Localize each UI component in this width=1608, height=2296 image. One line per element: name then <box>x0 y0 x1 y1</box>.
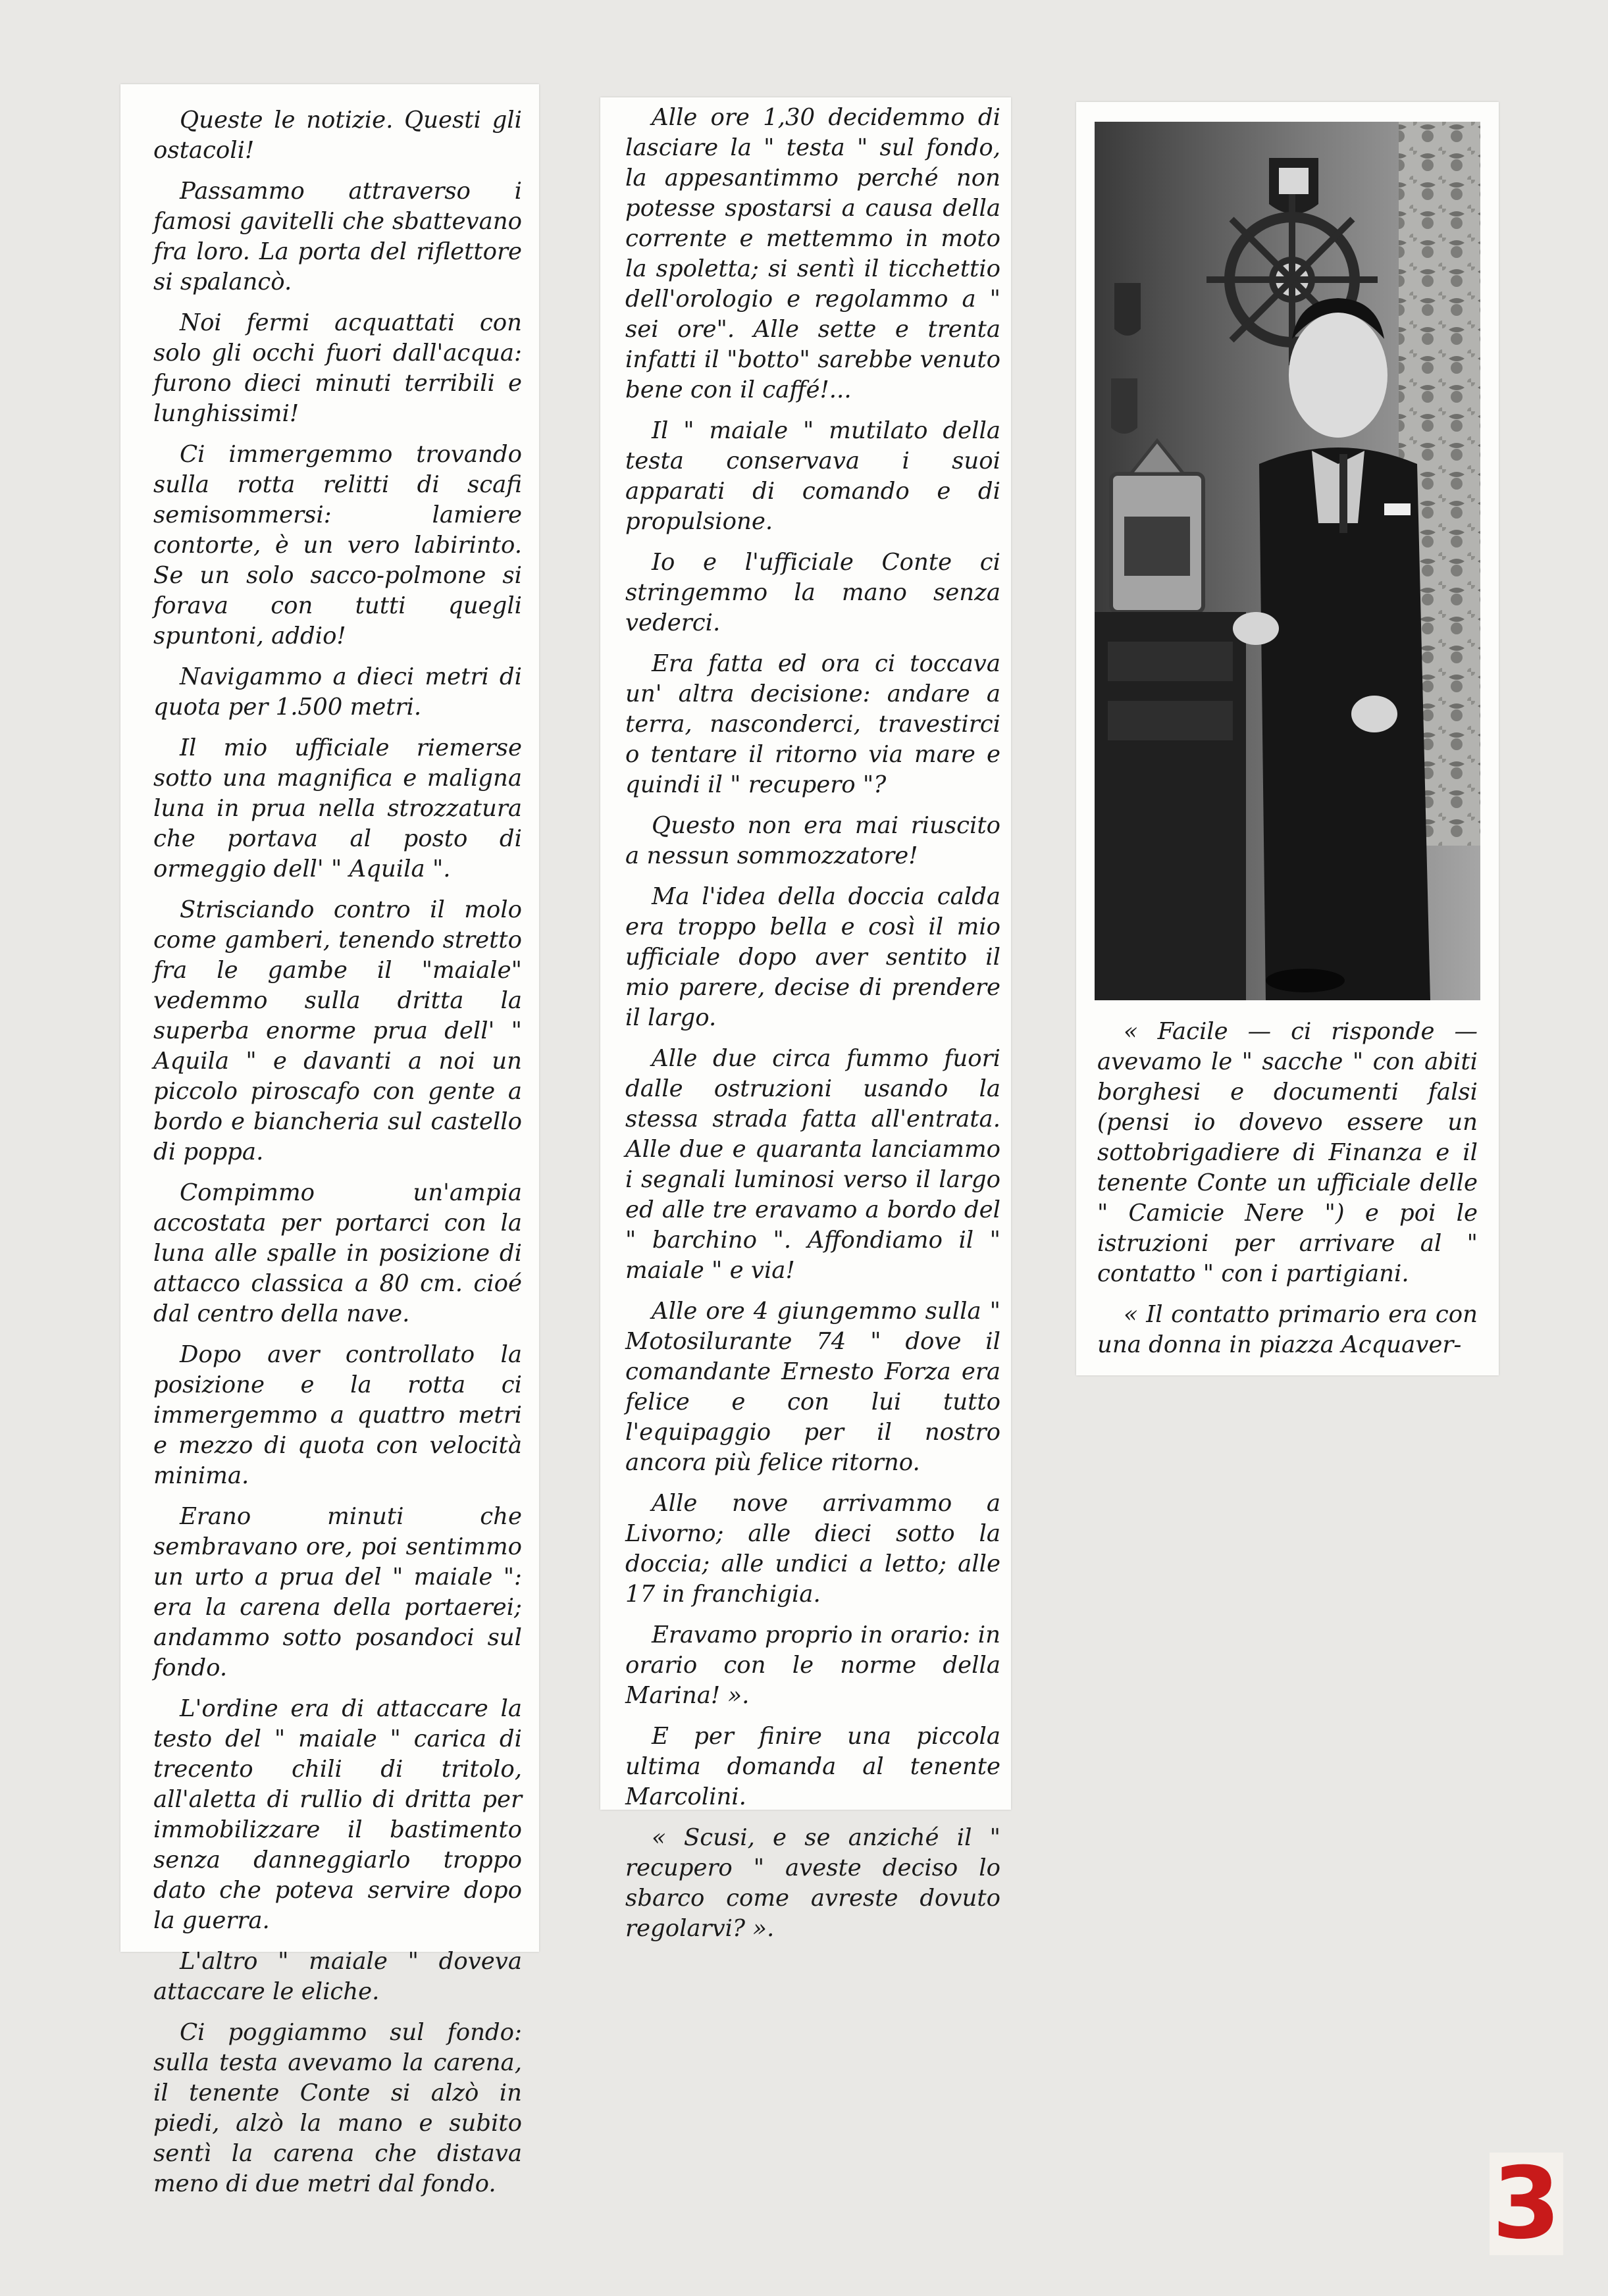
paragraph: « Il contatto primario era con una donna in piazza Acquaver- <box>1097 1301 1478 1358</box>
paragraph: Compimmo un'ampia accostata per portarci con la luna alle spalle in posizione di attacco classica a 80 cm. cioé dal centro della nave. <box>153 1179 522 1327</box>
paragraph: Passammo attraverso i famosi gavitelli che sbattevano fra loro. La porta del riflettore si spalancò. <box>153 178 522 295</box>
paragraph: L'ordine era di attaccare la testo del " maiale " carica di trecento chili di tritolo, all'aletta di rullio di dritta per immobilizzare il bastimento senza danneggiarlo troppo dato che poteva servire dopo la guerra. <box>153 1695 522 1934</box>
paragraph: Ci poggiammo sul fondo: sulla testa avevamo la carena, il tenente Conte si alzò in piedi, alzò la mano e subito sentì la carena che distava meno di due metri dal fondo. <box>153 2019 522 2197</box>
paragraph: Alle ore 4 giungemmo sulla " Motosilurante 74 " dove il comandante Ernesto Forza era felice e con lui tutto l'equipaggio per il nostro ancora più felice ritorno. <box>625 1298 1000 1476</box>
paragraph: Io e l'ufficiale Conte ci stringemmo la mano senza vederci. <box>625 549 1000 636</box>
paragraph: Il " maiale " mutilato della testa conservava i suoi apparati di comando e di propulsione. <box>625 417 1000 535</box>
paragraph: Era fatta ed ora ci toccava un' altra decisione: andare a terra, nasconderci, travestirci o tentare il ritorno via mare e quindi il " recupero "? <box>625 650 1000 798</box>
paragraph: « Scusi, e se anziché il " recupero " aveste deciso lo sbarco come avreste dovuto regolarvi? ». <box>625 1824 1000 1942</box>
article-column-2 <box>600 97 1011 1942</box>
paragraph: Strisciando contro il molo come gamberi, tenendo stretto fra le gambe il "maiale" vedemmo sulla dritta la superba enorme prua dell' " Aquila " e davanti a noi un piccolo piroscafo con gente a bordo e biancheria sul castello di poppa. <box>153 896 522 1165</box>
paragraph: Dopo aver controllato la posizione e la rotta ci immergemmo a quattro metri e mezzo di quota con velocità minima. <box>153 1341 522 1489</box>
paragraph: Ma l'idea della doccia calda era troppo bella e così il mio ufficiale dopo aver sentito il mio parere, decise di prendere il largo. <box>625 883 1000 1031</box>
paragraph: Navigammo a dieci metri di quota per 1.500 metri. <box>153 663 522 721</box>
article-column-3 <box>1076 102 1499 1375</box>
paragraph: Alle ore 1,30 decidemmo di lasciare la " testa " sul fondo, la appesantimmo perché non potesse spostarsi a causa della corrente e mettemmo in moto la spoletta; si sentì il ticchettio dell'orologio e regolammo a " sei ore". Alle sette e trenta infatti il "botto" sarebbe venuto bene con il caffé!... <box>625 104 1000 403</box>
page-number: 3 <box>1490 2153 1563 2255</box>
portrait-photo <box>1095 122 1480 1000</box>
paragraph: Alle nove arrivammo a Livorno; alle dieci sotto la doccia; alle undici a letto; alle 17 in franchigia. <box>625 1490 1000 1608</box>
article-column-1 <box>120 84 539 2197</box>
paragraph: Ci immergemmo trovando sulla rotta relitti di scafi semisommersi: lamiere contorte, è un vero labirinto. Se un solo sacco-polmone si forava con tutti quegli spuntoni, addio! <box>153 441 522 650</box>
paragraph: Noi fermi acquattati con solo gli occhi fuori dall'acqua: furono dieci minuti terribili e lunghissimi! <box>153 309 522 427</box>
paragraph: Queste le notizie. Questi gli ostacoli! <box>153 107 522 164</box>
paragraph: Alle due circa fummo fuori dalle ostruzioni usando la stessa strada fatta all'entrata. Alle due e quaranta lanciammo i segnali luminosi verso il largo ed alle tre eravamo a bordo del " barchino ". Affondiamo il " maiale " e via! <box>625 1045 1000 1284</box>
paragraph: Erano minuti che sembravano ore, poi sentimmo un urto a prua del " maiale ": era la carena della portaerei; andammo sotto posandoci sul fondo. <box>153 1503 522 1681</box>
paragraph: Questo non era mai riuscito a nessun sommozzatore! <box>625 812 1000 869</box>
paragraph: L'altro " maiale " doveva attaccare le eliche. <box>153 1948 522 2005</box>
paragraph: E per finire una piccola ultima domanda al tenente Marcolini. <box>625 1723 1000 1810</box>
paragraph: « Facile — ci risponde — avevamo le " sacche " con abiti borghesi e documenti falsi (pensi io dovevo essere un sottobrigadiere di Finanza e il tenente Conte un ufficiale delle " Camicie Nere ") e poi le istruzioni per arrivare al " contatto " con i partigiani. <box>1097 1018 1478 1287</box>
paragraph: Il mio ufficiale riemerse sotto una magnifica e maligna luna in prua nella strozzatura che portava al posto di ormeggio dell' " Aquila ". <box>153 734 522 882</box>
paragraph: Eravamo proprio in orario: in orario con le norme della Marina! ». <box>625 1621 1000 1709</box>
